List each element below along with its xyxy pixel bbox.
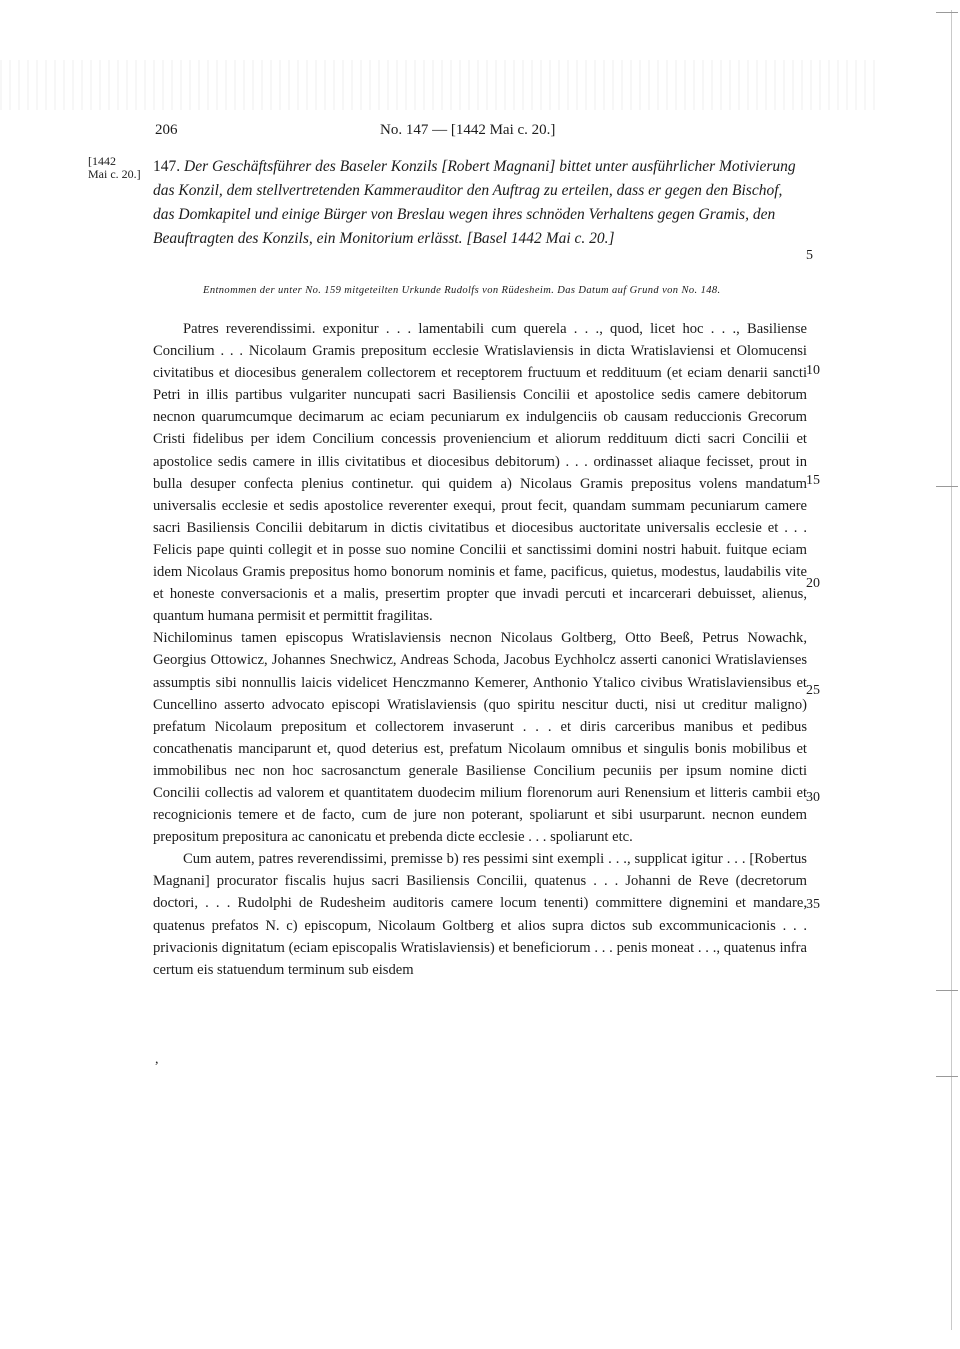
edge-tick bbox=[936, 1076, 958, 1077]
line-number: 30 bbox=[806, 790, 820, 805]
margin-date-line-2: Mai c. 20.] bbox=[88, 167, 141, 181]
edge-tick bbox=[936, 12, 958, 13]
line-number: 20 bbox=[806, 576, 820, 591]
line-number: 35 bbox=[806, 897, 820, 912]
page-number: 206 bbox=[155, 122, 178, 138]
stray-mark: , bbox=[155, 1052, 159, 1067]
line-number: 15 bbox=[806, 473, 820, 488]
edge-tick bbox=[936, 486, 958, 487]
running-title: No. 147 — [1442 Mai c. 20.] bbox=[380, 122, 556, 138]
line-number: 25 bbox=[806, 683, 820, 698]
regest-text: Der Geschäftsführer des Baseler Konzils [Robert Magnani] bittet unter ausführlicher Motivierung das Konzil, dem stellvertretenden Kammerauditor den Auftrag zu erteilen, dass er gegen den Bischof, das Domkapitel und einige Bürger von Breslau wegen ihres schnöden Verhaltens gegen Gramis, den Beauftragten des Konzils, ein Monitorium erlässt. [Basel 1442 Mai c. 20.] bbox=[153, 158, 796, 247]
body-paragraph-3: Cum autem, patres reverendissimi, premisse b) res pessimi sint exempli . . ., supplicat igitur . . . [Robertus Magnani] procurator fiscalis hujus sacri Basiliensis Concilii, quatenus . . . Johanni de Reve (decretorum doctori, . . . Rudolphi de Rudesheim auditoris camere locum tenenti) committere dignemini et mandare, quatenus prefatos N. c) episcopum, Nicolaum Goltberg et alios supra dictos sub excommunicacionis . . . privacionis dignitatum (eciam episcopalis Wratislaviensis) et beneficiorum . . . penis moneat . . ., quatenus infra certum eis statuendum terminum sub eisdem bbox=[153, 851, 807, 978]
document-number: 147. bbox=[153, 158, 181, 175]
edge-line bbox=[951, 10, 952, 1330]
margin-date-line-1: [1442 bbox=[88, 154, 116, 168]
line-number: 5 bbox=[806, 248, 813, 263]
body-paragraph-2: Nichilominus tamen episcopus Wratislaviensis necnon Nicolaus Goltberg, Otto Beeß, Petrus Nowachk, Georgius Ottowicz, Johannes Snechwicz, Andreas Schoda, Jacobus Eychholcz asserti canonici Wratislavienses assumptis sibi nonnullis laicis videlicet Henczmanno Kemerer, Anthonio Ytalico civibus Wratislaviensibus et Cuncellino asserto advocato episcopi Wratislaviensis (quo spiritu nescitur ducti, nisi ut creditur maligno) prefatum Nicolaum prepositum et collectorem invaserunt . . . et diris carceribus manibus et pedibus concathenatis manciparunt et, quod deterius est, prefatum Nicolaum omnibus et singulis bonis mobilibus et immobilibus nec non hoc sacrosanctum generale Basiliense Concilium pecuniis per ipsum nomine dicti Concilii collectis ad valorem et quantitatem duodecim milium florenorum auri Renensium et litteris cambii et recognicionis temere et de facto, cum de jure non poterant, spoliarunt et sibi usurparunt. necnon eundem prepositum prepositura ac canonicatu et prebenda dicte ecclesie . . . spoliarunt etc. bbox=[153, 630, 807, 846]
margin-date bbox=[88, 155, 141, 181]
running-header bbox=[155, 122, 805, 142]
source-note: Entnommen der unter No. 159 mitgeteilten Urkunde Rudolfs von Rüdesheim. Das Datum auf Grund von No. 148. bbox=[203, 285, 721, 296]
scan-right-edge bbox=[930, 0, 960, 1349]
scan-noise-top bbox=[0, 60, 880, 110]
document-regest bbox=[153, 155, 805, 251]
line-number: 10 bbox=[806, 363, 820, 378]
edge-tick bbox=[936, 990, 958, 991]
body-paragraph-1: Patres reverendissimi. exponitur . . . lamentabili cum querela . . ., quod, licet hoc . . ., Basiliense Concilium . . . Nicolaum Gramis prepositum ecclesie Wratislaviensis in dicta Wratislaviensi et Olomucensi civitatibus et diocesibus generalem collectorem et receptorem fructuum et reddituum (et eciam denarii sancti Petri in illis partibus vulgariter nuncupati sacri Basiliensis Concilii et apostolice sedis camere debitorum necnon quarumcumque decimarum ac eciam pecuniarum ex indulgenciis ob causam reduccionis Grecorum Cristi fidelibus per idem Concilium concessis proveniencium et aliorum reddituum dicti sacri Concilii et apostolice sedis camere in illis civitatibus et diocesibus debitorum) . . . ordinasset aliaque fecisset, prout in bulla desuper confecta plenius continetur. qui quidem a) Nicolaus Gramis prepositus volens mandatum universalis ecclesie et sedis apostolice reverenter exequi, prout fecit, quandam summam pecuniarum camere sacri Basiliensis Concilii debitarum in dictis civitatibus et diocesibus auctoritate universalis ecclesie et . . . Felicis pape quinti collegit et in posse suo nomine Concilii et sanctissimi domini nostri habuit. fuitque eciam idem Nicolaus Gramis prepositus homo bonorum nominis et fame, pacificus, quietus, modestus, laudabilis vite et honeste conversacionis et a malis, presertim propter que invadi percuti et incarcerari debuisset, alienus, quantum humana permisit et permittit fragilitas. bbox=[153, 321, 807, 625]
document-body bbox=[153, 318, 807, 981]
